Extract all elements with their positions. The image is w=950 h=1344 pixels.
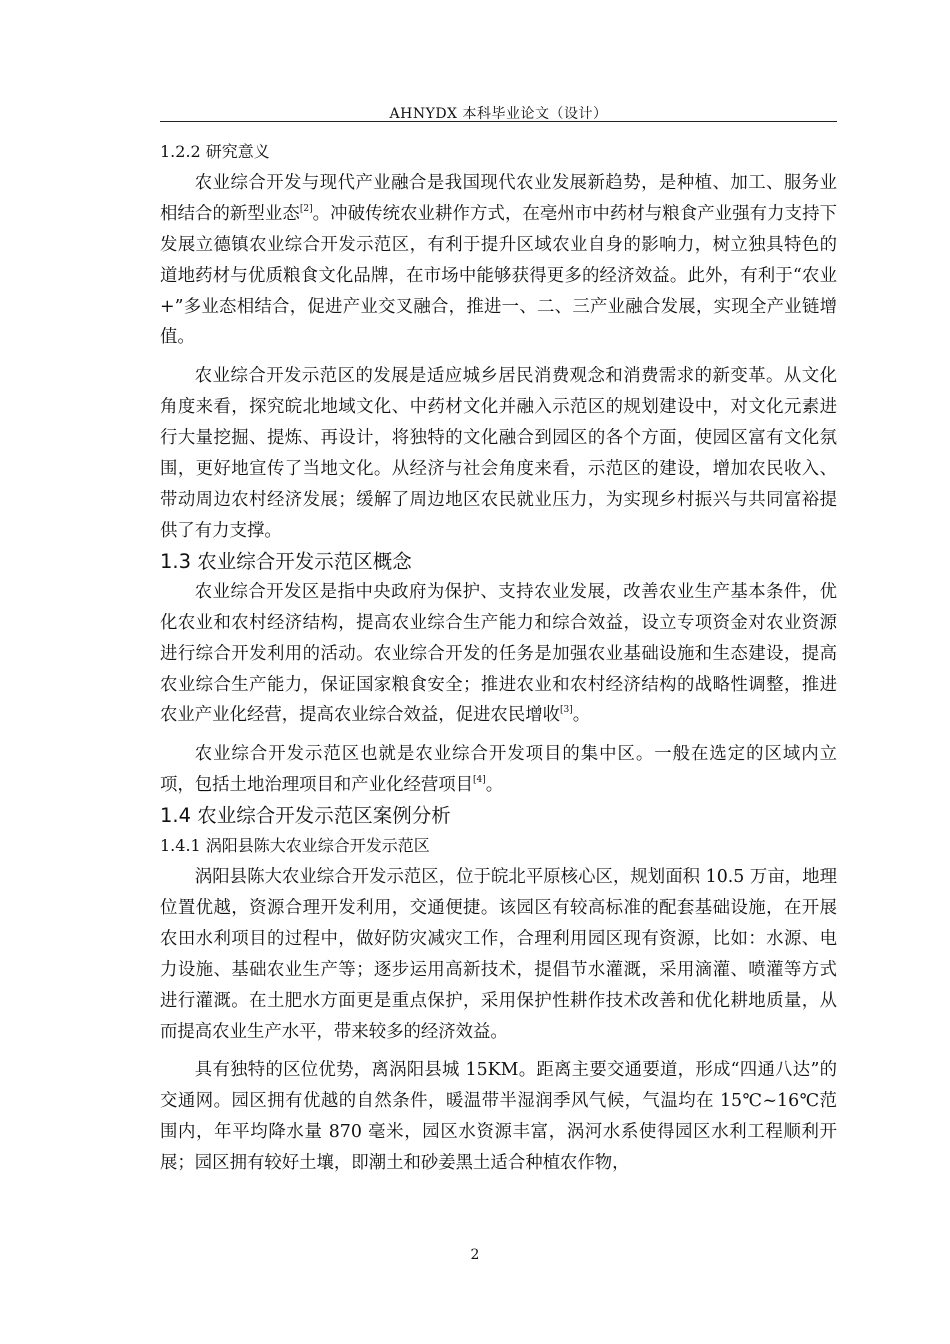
citation-2[interactable]: [2] [299, 203, 313, 214]
paragraph-concept-1: 农业综合开发区是指中央政府为保护、支持农业发展，改善农业生产基本条件，优化农业和农村经济结构，提高农业综合生产能力和综合效益，设立专项资金对农业资源进行综合开发利用的活动。农业综合开发的任务是加强农业基础设施和生态建设，提高农业综合生产能力，保证国家粮食安全；推进农业和农村经济结构的战略性调整，推进农业产业化经营，提高农业综合效益，促进农民增收[3]。 [160, 581, 837, 726]
paragraph-case-2: 具有独特的区位优势，离涡阳县城 15KM。距离主要交通要道，形成“四通八达”的交通网。园区拥有优越的自然条件，暖温带半湿润季风气候，气温均在 15℃~16℃范围内，年平均降水量 870 毫米，园区水资源丰富，涡河水系使得园区水利工程顺利开展；园区拥有较好土壤，即潮土和砂姜黑土适合种植农作物， [160, 1060, 837, 1174]
header-rule [160, 121, 837, 122]
page-body [160, 137, 837, 1179]
citation-4[interactable]: [4] [473, 775, 486, 786]
section-heading-1-4: 1.4 农业综合开发示范区案例分析 [160, 804, 451, 828]
paragraph-concept-2: 农业综合开发示范区也就是农业综合开发项目的集中区。一般在选定的区域内立项，包括土地治理项目和产业化经营项目[4]。 [160, 744, 837, 796]
page-number: 2 [470, 1247, 480, 1263]
paragraph-research-significance-1: 农业综合开发与现代产业融合是我国现代农业发展新趋势，是种植、加工、服务业相结合的新型业态[2]。冲破传统农业耕作方式，在亳州市中药材与粮食产业强有力支持下发展立德镇农业综合开发示范区，有利于提升区域农业自身的影响力，树立独具特色的道地药材与优质粮食文化品牌，在市场中能够获得更多的经济效益。此外，有利于“农业+”多业态相结合，促进产业交叉融合，推进一、二、三产业融合发展，实现全产业链增值。 [160, 172, 837, 348]
section-heading-1-3: 1.3 农业综合开发示范区概念 [160, 549, 412, 573]
subsection-heading-1-2-2: 1.2.2 研究意义 [160, 142, 270, 161]
paragraph-case-1: 涡阳县陈大农业综合开发示范区，位于皖北平原核心区，规划面积 10.5 万亩，地理位置优越，资源合理开发利用，交通便捷。该园区有较高标准的配套基础设施，在开展农田水利项目的过程中，做好防灾减灾工作，合理利用园区现有资源，比如：水源、电力设施、基础农业生产等；逐步运用高新技术，提倡节水灌溉，采用滴灌、喷灌等方式进行灌溉。在土肥水方面更是重点保护，采用保护性耕作技术改善和优化耕地质量，从而提高农业生产水平，带来较多的经济效益。 [160, 867, 837, 1042]
subsection-heading-1-4-1: 1.4.1 涡阳县陈大农业综合开发示范区 [160, 836, 430, 856]
citation-3[interactable]: [3] [560, 705, 573, 716]
running-header: AHNYDX 本科毕业论文（设计） [389, 106, 608, 122]
paragraph-research-significance-2: 农业综合开发示范区的发展是适应城乡居民消费观念和消费需求的新变革。从文化角度来看，探究皖北地域文化、中药材文化并融入示范区的规划建设中，对文化元素进行大量挖掘、提炼、再设计，将独特的文化融合到园区的各个方面，使园区富有文化氛围，更好地宣传了当地文化。从经济与社会角度来看，示范区的建设，增加农民收入、带动周边农村经济发展；缓解了周边地区农民就业压力，为实现乡村振兴与共同富裕提供了有力支撑。 [160, 366, 837, 541]
